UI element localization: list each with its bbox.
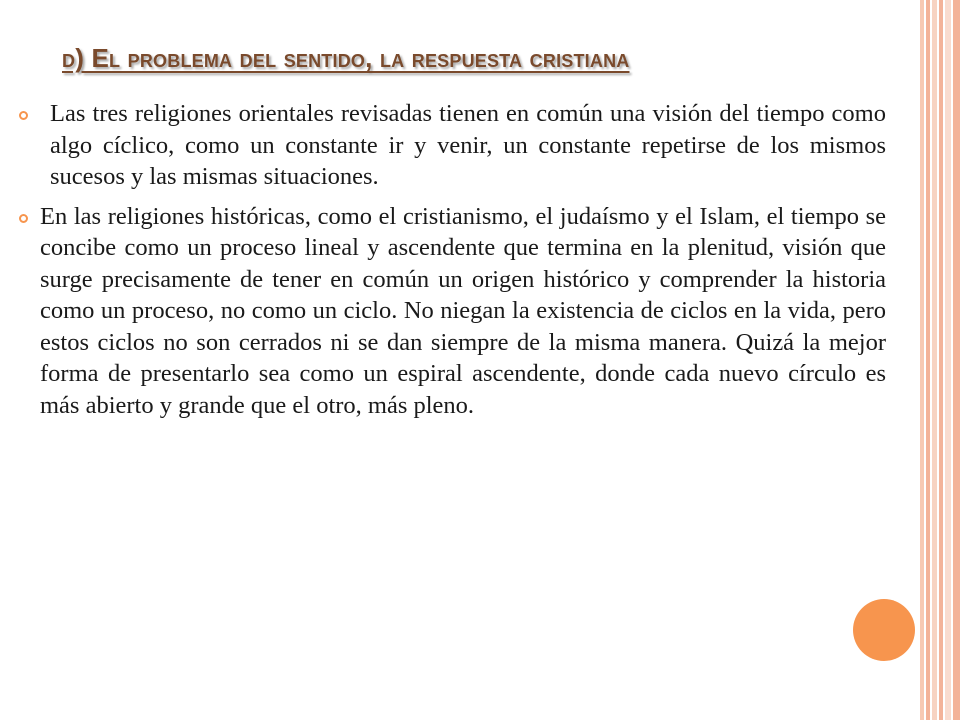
bullet-text: En las religiones históricas, como el cristianismo, el judaísmo y el Islam, el tiempo se concibe como un proceso lineal y ascendente que termina en la plenitud, visión que surge precisamente de tener en común un origen histórico y comprender la historia como un proceso, no como un ciclo. No niegan la existencia de ciclos en la vida, pero estos ciclos no son cerrados ni se dan siempre de la misma manera. Quizá la mejor forma de presentarlo sea como un espiral ascendente, donde cada nuevo círculo es más abierto y grande que el otro, más pleno.	[40, 202, 886, 419]
decorative-stripe	[920, 0, 924, 720]
bullet-circle-icon	[19, 111, 28, 120]
bullet-list	[14, 98, 886, 429]
decorative-stripe	[926, 0, 930, 720]
decorative-stripe	[939, 0, 943, 720]
decorative-stripe	[953, 0, 960, 720]
decorative-stripe	[932, 0, 937, 720]
bullet-text: Las tres religiones orientales revisadas tienen en común una visión del tiempo como algo cíclico, como un constante ir y venir, un constante repetirse de los mismos sucesos y las mismas situaciones.	[50, 100, 886, 190]
bullet-item	[14, 201, 886, 422]
bullet-item	[14, 98, 886, 193]
decorative-circle	[853, 599, 915, 661]
bullet-circle-icon	[19, 214, 28, 223]
decorative-stripe	[945, 0, 951, 720]
slide-title: d) El problema del sentido, la respuesta cristiana	[62, 43, 630, 73]
